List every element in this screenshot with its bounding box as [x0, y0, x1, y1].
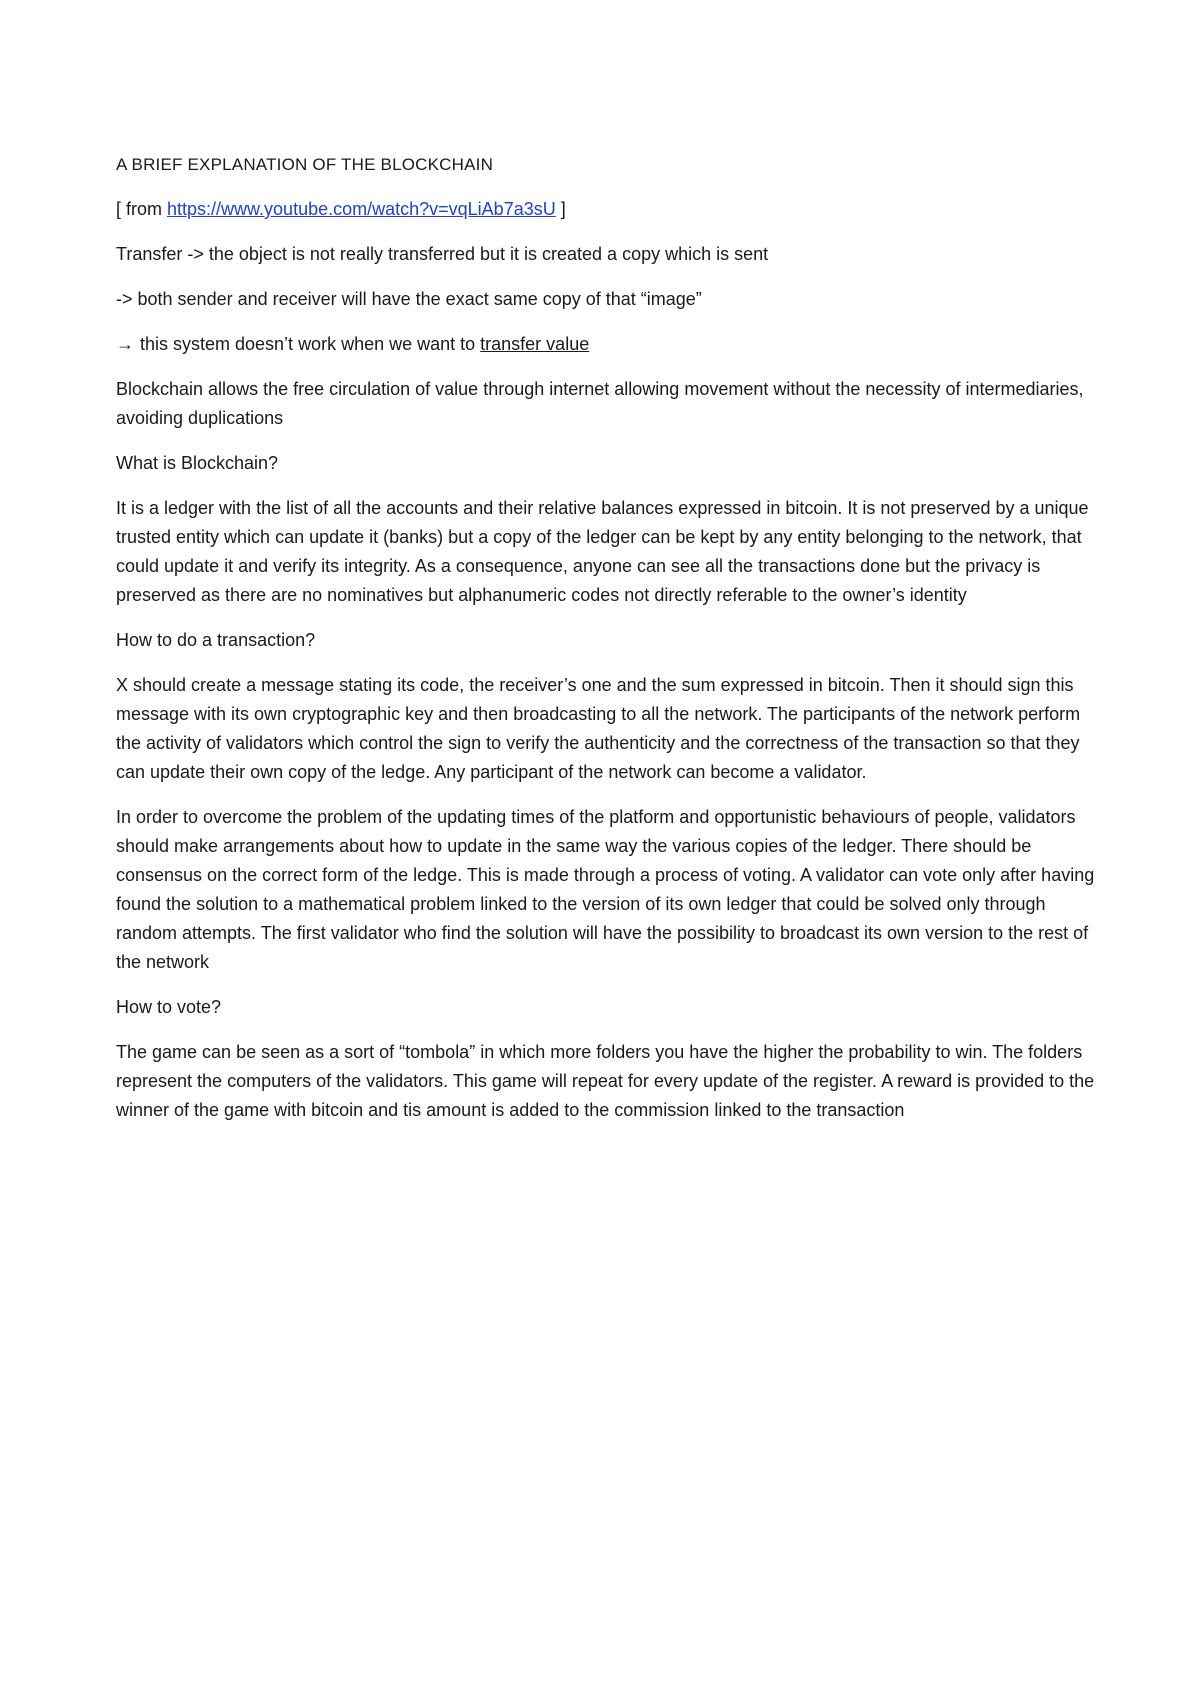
vote-paragraph: The game can be seen as a sort of “tombola” in which more folders you have the higher the probability to win. The folders represent the computers of the validators. This game will repeat for every update of the register. A reward is provided to the winner of the game with bitcoin and tis amount is added to the commission linked to the transaction	[116, 1042, 1095, 1120]
document-page	[116, 150, 1096, 1141]
ledger-paragraph: It is a ledger with the list of all the accounts and their relative balances expressed in bitcoin. It is not preserved by a unique trusted entity which can update it (banks) but a copy of the ledger can be kept by any entity belonging to the network, that could update it and verify its integrity. As a consequence, anyone can see all the transactions done but the privacy is preserved as there are no nominatives but alphanumeric codes not directly referable to the owner’s identity	[116, 498, 1089, 605]
source-line	[116, 195, 1096, 224]
how-vote-heading: How to vote?	[116, 997, 222, 1017]
how-transaction-heading: How to do a transaction?	[116, 630, 316, 650]
consensus-paragraph: In order to overcome the problem of the updating times of the platform and opportunistic behaviours of people, validators should make arrangements about how to update in the same way the various copies of the ledger. There should be consensus on the correct form of the ledge. This is made through a process of voting. A validator can vote only after having found the solution to a mathematical problem linked to the version of its own ledger that could be solved only through random attempts. The first validator who find the solution will have the possibility to broadcast its own version to the rest of the network	[116, 807, 1095, 972]
arrow-paragraph	[116, 330, 1096, 359]
document-title: A BRIEF EXPLANATION OF THE BLOCKCHAIN	[116, 155, 494, 174]
what-is-blockchain-heading: What is Blockchain?	[116, 453, 279, 473]
both-copy-paragraph: -> both sender and receiver will have the exact same copy of that “image”	[116, 289, 702, 309]
arrow-right-icon: →	[116, 334, 134, 354]
transfer-paragraph: Transfer -> the object is not really transferred but it is created a copy which is sent	[116, 244, 769, 264]
blockchain-allows-paragraph: Blockchain allows the free circulation of value through internet allowing movement without the necessity of intermediaries, avoiding duplications	[116, 379, 1084, 428]
source-suffix: ]	[555, 199, 566, 219]
source-prefix: [ from	[116, 199, 168, 219]
source-link[interactable]: https://www.youtube.com/watch?v=vqLiAb7a3sU	[167, 199, 556, 219]
arrow-paragraph-text: this system doesn’t work when we want to	[140, 334, 481, 354]
transfer-value-underlined: transfer value	[480, 334, 590, 354]
transaction-paragraph: X should create a message stating its code, the receiver’s one and the sum expressed in bitcoin. Then it should sign this message with its own cryptographic key and then broadcasting to all the network. The participants of the network perform the activity of validators which control the sign to verify the authenticity and the correctness of the transaction so that they can update their own copy of the ledge. Any participant of the network can become a validator.	[116, 675, 1081, 782]
